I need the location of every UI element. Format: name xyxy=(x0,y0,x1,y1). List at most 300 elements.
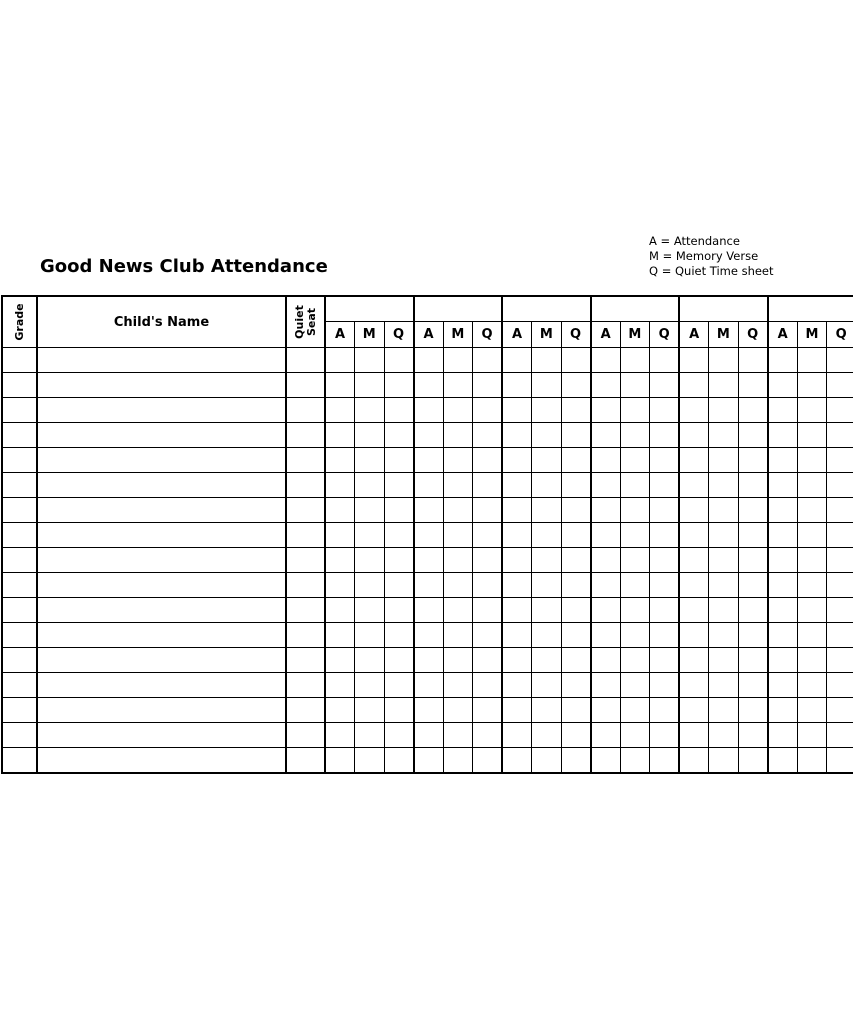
mark-cell-q[interactable] xyxy=(827,698,853,723)
mark-cell-m[interactable] xyxy=(532,723,562,748)
mark-cell-m[interactable] xyxy=(532,673,562,698)
mark-cell-m[interactable] xyxy=(797,448,827,473)
mark-cell-m[interactable] xyxy=(709,698,739,723)
mark-cell-m[interactable] xyxy=(532,523,562,548)
mark-cell-a[interactable] xyxy=(325,623,355,648)
mark-cell-q[interactable] xyxy=(650,348,680,373)
mark-cell-a[interactable] xyxy=(591,548,621,573)
mark-cell-q[interactable] xyxy=(473,698,503,723)
mark-cell-q[interactable] xyxy=(738,673,768,698)
mark-cell-q[interactable] xyxy=(738,748,768,773)
mark-cell-m[interactable] xyxy=(355,598,385,623)
week-date-cell[interactable] xyxy=(679,296,768,322)
child-name-cell[interactable] xyxy=(37,448,286,473)
mark-cell-q[interactable] xyxy=(384,448,414,473)
mark-cell-q[interactable] xyxy=(650,498,680,523)
grade-cell[interactable] xyxy=(2,448,37,473)
mark-cell-m[interactable] xyxy=(797,398,827,423)
mark-cell-m[interactable] xyxy=(620,673,650,698)
mark-cell-a[interactable] xyxy=(768,548,798,573)
child-name-cell[interactable] xyxy=(37,398,286,423)
mark-cell-q[interactable] xyxy=(384,473,414,498)
mark-cell-m[interactable] xyxy=(620,423,650,448)
grade-cell[interactable] xyxy=(2,373,37,398)
child-name-cell[interactable] xyxy=(37,673,286,698)
mark-cell-q[interactable] xyxy=(738,698,768,723)
child-name-cell[interactable] xyxy=(37,548,286,573)
mark-cell-m[interactable] xyxy=(355,573,385,598)
mark-cell-a[interactable] xyxy=(325,448,355,473)
mark-cell-a[interactable] xyxy=(414,748,444,773)
mark-cell-a[interactable] xyxy=(679,448,709,473)
grade-cell[interactable] xyxy=(2,423,37,448)
mark-cell-a[interactable] xyxy=(414,373,444,398)
mark-cell-q[interactable] xyxy=(738,623,768,648)
mark-cell-m[interactable] xyxy=(797,723,827,748)
mark-cell-q[interactable] xyxy=(650,723,680,748)
mark-cell-a[interactable] xyxy=(768,348,798,373)
mark-cell-a[interactable] xyxy=(768,373,798,398)
mark-cell-a[interactable] xyxy=(679,498,709,523)
mark-cell-m[interactable] xyxy=(355,623,385,648)
mark-cell-q[interactable] xyxy=(561,398,591,423)
mark-cell-a[interactable] xyxy=(679,473,709,498)
mark-cell-q[interactable] xyxy=(827,548,853,573)
mark-cell-a[interactable] xyxy=(502,698,532,723)
grade-cell[interactable] xyxy=(2,473,37,498)
mark-cell-m[interactable] xyxy=(355,748,385,773)
week-date-cell[interactable] xyxy=(591,296,680,322)
mark-cell-q[interactable] xyxy=(650,473,680,498)
mark-cell-m[interactable] xyxy=(709,748,739,773)
mark-cell-q[interactable] xyxy=(827,523,853,548)
quiet-seat-cell[interactable] xyxy=(286,398,325,423)
mark-cell-a[interactable] xyxy=(679,423,709,448)
mark-cell-a[interactable] xyxy=(414,673,444,698)
grade-cell[interactable] xyxy=(2,498,37,523)
mark-cell-a[interactable] xyxy=(591,473,621,498)
mark-cell-m[interactable] xyxy=(443,648,473,673)
mark-cell-m[interactable] xyxy=(797,648,827,673)
mark-cell-a[interactable] xyxy=(768,523,798,548)
mark-cell-m[interactable] xyxy=(620,498,650,523)
mark-cell-a[interactable] xyxy=(768,698,798,723)
mark-cell-m[interactable] xyxy=(443,523,473,548)
mark-cell-q[interactable] xyxy=(650,673,680,698)
mark-cell-q[interactable] xyxy=(650,598,680,623)
mark-cell-a[interactable] xyxy=(325,748,355,773)
grade-cell[interactable] xyxy=(2,348,37,373)
mark-cell-a[interactable] xyxy=(768,448,798,473)
mark-cell-a[interactable] xyxy=(502,623,532,648)
quiet-seat-cell[interactable] xyxy=(286,698,325,723)
mark-cell-q[interactable] xyxy=(827,448,853,473)
grade-cell[interactable] xyxy=(2,623,37,648)
grade-cell[interactable] xyxy=(2,673,37,698)
mark-cell-a[interactable] xyxy=(679,373,709,398)
mark-cell-a[interactable] xyxy=(591,698,621,723)
mark-cell-m[interactable] xyxy=(797,623,827,648)
mark-cell-a[interactable] xyxy=(679,398,709,423)
mark-cell-q[interactable] xyxy=(473,373,503,398)
child-name-cell[interactable] xyxy=(37,373,286,398)
mark-cell-a[interactable] xyxy=(414,573,444,598)
mark-cell-q[interactable] xyxy=(384,348,414,373)
mark-cell-q[interactable] xyxy=(738,523,768,548)
mark-cell-q[interactable] xyxy=(827,723,853,748)
child-name-cell[interactable] xyxy=(37,748,286,773)
grade-cell[interactable] xyxy=(2,723,37,748)
mark-cell-a[interactable] xyxy=(414,598,444,623)
mark-cell-a[interactable] xyxy=(325,398,355,423)
quiet-seat-cell[interactable] xyxy=(286,348,325,373)
mark-cell-a[interactable] xyxy=(325,373,355,398)
mark-cell-a[interactable] xyxy=(591,723,621,748)
mark-cell-m[interactable] xyxy=(709,523,739,548)
mark-cell-a[interactable] xyxy=(679,623,709,648)
mark-cell-a[interactable] xyxy=(679,698,709,723)
quiet-seat-cell[interactable] xyxy=(286,498,325,523)
mark-cell-a[interactable] xyxy=(768,648,798,673)
mark-cell-m[interactable] xyxy=(355,398,385,423)
mark-cell-a[interactable] xyxy=(502,473,532,498)
mark-cell-m[interactable] xyxy=(355,448,385,473)
mark-cell-a[interactable] xyxy=(591,498,621,523)
mark-cell-q[interactable] xyxy=(738,648,768,673)
child-name-cell[interactable] xyxy=(37,423,286,448)
mark-cell-q[interactable] xyxy=(473,548,503,573)
mark-cell-a[interactable] xyxy=(591,373,621,398)
mark-cell-a[interactable] xyxy=(502,723,532,748)
mark-cell-m[interactable] xyxy=(709,423,739,448)
mark-cell-a[interactable] xyxy=(768,598,798,623)
mark-cell-m[interactable] xyxy=(709,348,739,373)
mark-cell-a[interactable] xyxy=(679,598,709,623)
mark-cell-m[interactable] xyxy=(532,648,562,673)
mark-cell-m[interactable] xyxy=(443,573,473,598)
mark-cell-a[interactable] xyxy=(768,748,798,773)
mark-cell-m[interactable] xyxy=(532,398,562,423)
mark-cell-q[interactable] xyxy=(384,723,414,748)
mark-cell-m[interactable] xyxy=(709,648,739,673)
mark-cell-a[interactable] xyxy=(414,523,444,548)
mark-cell-m[interactable] xyxy=(797,673,827,698)
mark-cell-m[interactable] xyxy=(797,423,827,448)
mark-cell-a[interactable] xyxy=(591,398,621,423)
quiet-seat-cell[interactable] xyxy=(286,723,325,748)
mark-cell-q[interactable] xyxy=(650,373,680,398)
mark-cell-q[interactable] xyxy=(384,623,414,648)
mark-cell-q[interactable] xyxy=(384,423,414,448)
mark-cell-q[interactable] xyxy=(473,348,503,373)
mark-cell-q[interactable] xyxy=(827,573,853,598)
mark-cell-a[interactable] xyxy=(325,348,355,373)
mark-cell-m[interactable] xyxy=(532,348,562,373)
mark-cell-a[interactable] xyxy=(414,498,444,523)
mark-cell-a[interactable] xyxy=(679,573,709,598)
mark-cell-m[interactable] xyxy=(709,398,739,423)
mark-cell-m[interactable] xyxy=(443,623,473,648)
mark-cell-m[interactable] xyxy=(797,473,827,498)
mark-cell-m[interactable] xyxy=(620,648,650,673)
mark-cell-m[interactable] xyxy=(355,498,385,523)
mark-cell-m[interactable] xyxy=(443,673,473,698)
mark-cell-m[interactable] xyxy=(443,448,473,473)
mark-cell-a[interactable] xyxy=(502,373,532,398)
child-name-cell[interactable] xyxy=(37,648,286,673)
mark-cell-q[interactable] xyxy=(738,423,768,448)
mark-cell-m[interactable] xyxy=(532,748,562,773)
mark-cell-q[interactable] xyxy=(738,723,768,748)
child-name-cell[interactable] xyxy=(37,623,286,648)
mark-cell-m[interactable] xyxy=(355,648,385,673)
mark-cell-m[interactable] xyxy=(443,498,473,523)
mark-cell-q[interactable] xyxy=(738,573,768,598)
mark-cell-m[interactable] xyxy=(620,373,650,398)
mark-cell-q[interactable] xyxy=(650,398,680,423)
mark-cell-m[interactable] xyxy=(355,373,385,398)
mark-cell-a[interactable] xyxy=(414,348,444,373)
mark-cell-m[interactable] xyxy=(709,598,739,623)
mark-cell-q[interactable] xyxy=(650,748,680,773)
mark-cell-q[interactable] xyxy=(827,473,853,498)
mark-cell-q[interactable] xyxy=(827,498,853,523)
mark-cell-q[interactable] xyxy=(561,573,591,598)
mark-cell-m[interactable] xyxy=(532,573,562,598)
mark-cell-q[interactable] xyxy=(561,373,591,398)
mark-cell-a[interactable] xyxy=(325,673,355,698)
mark-cell-m[interactable] xyxy=(620,398,650,423)
mark-cell-q[interactable] xyxy=(473,498,503,523)
quiet-seat-cell[interactable] xyxy=(286,673,325,698)
quiet-seat-cell[interactable] xyxy=(286,598,325,623)
mark-cell-q[interactable] xyxy=(473,423,503,448)
mark-cell-m[interactable] xyxy=(709,548,739,573)
mark-cell-q[interactable] xyxy=(738,548,768,573)
mark-cell-a[interactable] xyxy=(591,448,621,473)
mark-cell-q[interactable] xyxy=(827,423,853,448)
mark-cell-a[interactable] xyxy=(502,573,532,598)
mark-cell-m[interactable] xyxy=(620,448,650,473)
mark-cell-a[interactable] xyxy=(325,573,355,598)
mark-cell-m[interactable] xyxy=(532,548,562,573)
quiet-seat-cell[interactable] xyxy=(286,448,325,473)
week-date-cell[interactable] xyxy=(768,296,853,322)
mark-cell-m[interactable] xyxy=(797,348,827,373)
mark-cell-q[interactable] xyxy=(827,623,853,648)
mark-cell-q[interactable] xyxy=(650,548,680,573)
mark-cell-q[interactable] xyxy=(738,473,768,498)
mark-cell-q[interactable] xyxy=(827,598,853,623)
mark-cell-m[interactable] xyxy=(797,523,827,548)
mark-cell-q[interactable] xyxy=(384,398,414,423)
week-date-cell[interactable] xyxy=(325,296,414,322)
mark-cell-a[interactable] xyxy=(325,523,355,548)
mark-cell-q[interactable] xyxy=(384,698,414,723)
mark-cell-a[interactable] xyxy=(679,673,709,698)
mark-cell-a[interactable] xyxy=(325,423,355,448)
mark-cell-q[interactable] xyxy=(738,448,768,473)
mark-cell-q[interactable] xyxy=(473,523,503,548)
mark-cell-m[interactable] xyxy=(443,723,473,748)
mark-cell-q[interactable] xyxy=(473,623,503,648)
mark-cell-a[interactable] xyxy=(502,348,532,373)
mark-cell-q[interactable] xyxy=(561,648,591,673)
mark-cell-q[interactable] xyxy=(473,398,503,423)
mark-cell-q[interactable] xyxy=(473,448,503,473)
mark-cell-a[interactable] xyxy=(591,748,621,773)
mark-cell-a[interactable] xyxy=(679,748,709,773)
mark-cell-q[interactable] xyxy=(473,598,503,623)
mark-cell-m[interactable] xyxy=(443,423,473,448)
mark-cell-m[interactable] xyxy=(620,473,650,498)
mark-cell-a[interactable] xyxy=(502,423,532,448)
mark-cell-q[interactable] xyxy=(384,548,414,573)
mark-cell-m[interactable] xyxy=(797,548,827,573)
mark-cell-m[interactable] xyxy=(443,598,473,623)
mark-cell-q[interactable] xyxy=(473,573,503,598)
grade-cell[interactable] xyxy=(2,698,37,723)
mark-cell-a[interactable] xyxy=(768,623,798,648)
mark-cell-q[interactable] xyxy=(473,723,503,748)
mark-cell-q[interactable] xyxy=(650,623,680,648)
mark-cell-q[interactable] xyxy=(650,648,680,673)
mark-cell-m[interactable] xyxy=(532,623,562,648)
child-name-cell[interactable] xyxy=(37,723,286,748)
mark-cell-m[interactable] xyxy=(355,723,385,748)
quiet-seat-cell[interactable] xyxy=(286,473,325,498)
mark-cell-a[interactable] xyxy=(591,523,621,548)
mark-cell-a[interactable] xyxy=(591,673,621,698)
grade-cell[interactable] xyxy=(2,648,37,673)
mark-cell-q[interactable] xyxy=(561,473,591,498)
mark-cell-q[interactable] xyxy=(561,748,591,773)
mark-cell-a[interactable] xyxy=(679,548,709,573)
week-date-cell[interactable] xyxy=(414,296,503,322)
quiet-seat-cell[interactable] xyxy=(286,523,325,548)
mark-cell-m[interactable] xyxy=(532,473,562,498)
mark-cell-m[interactable] xyxy=(532,598,562,623)
mark-cell-q[interactable] xyxy=(561,548,591,573)
mark-cell-q[interactable] xyxy=(738,498,768,523)
mark-cell-q[interactable] xyxy=(384,523,414,548)
mark-cell-q[interactable] xyxy=(827,748,853,773)
mark-cell-a[interactable] xyxy=(414,473,444,498)
mark-cell-q[interactable] xyxy=(650,423,680,448)
mark-cell-q[interactable] xyxy=(827,398,853,423)
mark-cell-a[interactable] xyxy=(679,348,709,373)
mark-cell-a[interactable] xyxy=(502,548,532,573)
mark-cell-a[interactable] xyxy=(768,498,798,523)
mark-cell-m[interactable] xyxy=(532,698,562,723)
mark-cell-a[interactable] xyxy=(591,598,621,623)
mark-cell-m[interactable] xyxy=(532,423,562,448)
mark-cell-m[interactable] xyxy=(709,473,739,498)
mark-cell-a[interactable] xyxy=(768,423,798,448)
mark-cell-q[interactable] xyxy=(561,498,591,523)
mark-cell-q[interactable] xyxy=(738,398,768,423)
mark-cell-m[interactable] xyxy=(443,548,473,573)
mark-cell-q[interactable] xyxy=(384,748,414,773)
mark-cell-q[interactable] xyxy=(561,423,591,448)
mark-cell-m[interactable] xyxy=(797,698,827,723)
mark-cell-m[interactable] xyxy=(797,598,827,623)
mark-cell-m[interactable] xyxy=(355,473,385,498)
mark-cell-q[interactable] xyxy=(561,348,591,373)
mark-cell-m[interactable] xyxy=(620,623,650,648)
mark-cell-m[interactable] xyxy=(709,723,739,748)
quiet-seat-cell[interactable] xyxy=(286,623,325,648)
mark-cell-a[interactable] xyxy=(414,623,444,648)
mark-cell-m[interactable] xyxy=(532,373,562,398)
mark-cell-a[interactable] xyxy=(502,598,532,623)
mark-cell-q[interactable] xyxy=(561,698,591,723)
mark-cell-m[interactable] xyxy=(443,698,473,723)
mark-cell-m[interactable] xyxy=(532,448,562,473)
mark-cell-q[interactable] xyxy=(473,748,503,773)
grade-cell[interactable] xyxy=(2,548,37,573)
mark-cell-q[interactable] xyxy=(827,673,853,698)
mark-cell-a[interactable] xyxy=(679,648,709,673)
mark-cell-a[interactable] xyxy=(768,398,798,423)
mark-cell-q[interactable] xyxy=(384,373,414,398)
mark-cell-m[interactable] xyxy=(709,373,739,398)
mark-cell-a[interactable] xyxy=(414,548,444,573)
child-name-cell[interactable] xyxy=(37,473,286,498)
mark-cell-m[interactable] xyxy=(620,548,650,573)
mark-cell-m[interactable] xyxy=(355,673,385,698)
mark-cell-q[interactable] xyxy=(827,648,853,673)
mark-cell-m[interactable] xyxy=(709,673,739,698)
mark-cell-q[interactable] xyxy=(650,523,680,548)
mark-cell-q[interactable] xyxy=(561,723,591,748)
mark-cell-q[interactable] xyxy=(384,598,414,623)
mark-cell-a[interactable] xyxy=(679,723,709,748)
mark-cell-m[interactable] xyxy=(355,423,385,448)
quiet-seat-cell[interactable] xyxy=(286,373,325,398)
mark-cell-q[interactable] xyxy=(738,373,768,398)
mark-cell-a[interactable] xyxy=(325,698,355,723)
mark-cell-a[interactable] xyxy=(325,473,355,498)
mark-cell-m[interactable] xyxy=(797,498,827,523)
mark-cell-a[interactable] xyxy=(502,748,532,773)
mark-cell-m[interactable] xyxy=(709,498,739,523)
mark-cell-m[interactable] xyxy=(443,373,473,398)
mark-cell-a[interactable] xyxy=(768,573,798,598)
mark-cell-m[interactable] xyxy=(620,598,650,623)
mark-cell-m[interactable] xyxy=(355,523,385,548)
grade-cell[interactable] xyxy=(2,523,37,548)
mark-cell-q[interactable] xyxy=(561,673,591,698)
mark-cell-a[interactable] xyxy=(502,673,532,698)
quiet-seat-cell[interactable] xyxy=(286,573,325,598)
mark-cell-q[interactable] xyxy=(827,373,853,398)
child-name-cell[interactable] xyxy=(37,573,286,598)
mark-cell-q[interactable] xyxy=(384,648,414,673)
mark-cell-q[interactable] xyxy=(650,573,680,598)
child-name-cell[interactable] xyxy=(37,598,286,623)
mark-cell-a[interactable] xyxy=(414,423,444,448)
quiet-seat-cell[interactable] xyxy=(286,423,325,448)
quiet-seat-cell[interactable] xyxy=(286,548,325,573)
mark-cell-a[interactable] xyxy=(502,448,532,473)
mark-cell-a[interactable] xyxy=(325,598,355,623)
mark-cell-m[interactable] xyxy=(620,573,650,598)
mark-cell-a[interactable] xyxy=(591,423,621,448)
mark-cell-q[interactable] xyxy=(738,598,768,623)
mark-cell-a[interactable] xyxy=(591,623,621,648)
mark-cell-q[interactable] xyxy=(561,523,591,548)
